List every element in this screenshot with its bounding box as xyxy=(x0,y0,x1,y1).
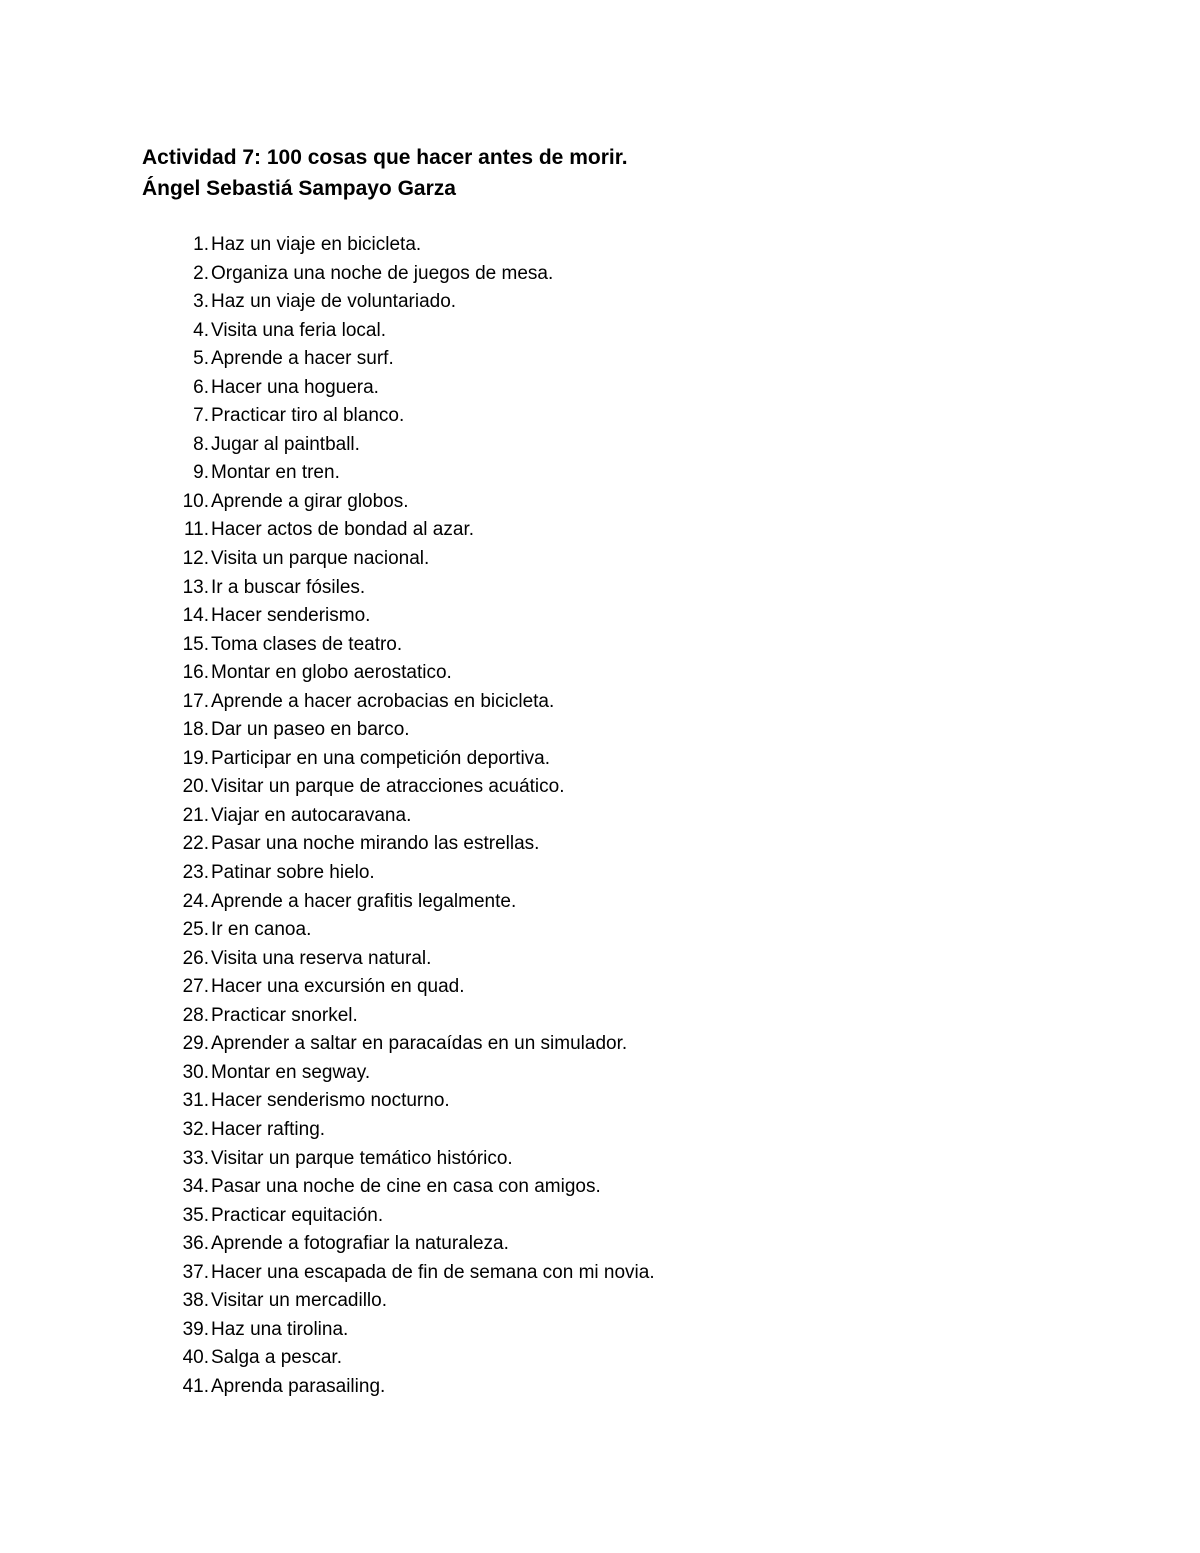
list-item-number: 20. xyxy=(182,776,209,798)
list-item-text: Visita una reserva natural. xyxy=(211,947,432,969)
list-item xyxy=(142,1173,655,1202)
list-item-text: Hacer senderismo. xyxy=(211,605,371,627)
list-item xyxy=(142,688,655,717)
list-item-number: 6. xyxy=(193,376,209,398)
list-item-text: Visita una feria local. xyxy=(211,319,386,341)
list-item-number: 40. xyxy=(182,1347,209,1369)
list-item xyxy=(142,1287,655,1316)
list-item xyxy=(142,859,655,888)
list-item-number: 9. xyxy=(193,462,209,484)
list-item xyxy=(142,973,655,1002)
list-item-text: Haz una tirolina. xyxy=(211,1318,349,1340)
list-item-number: 36. xyxy=(182,1233,209,1255)
list-item xyxy=(142,459,655,488)
list-item xyxy=(142,802,655,831)
list-item-number: 30. xyxy=(182,1061,209,1083)
list-item-number: 41. xyxy=(182,1375,209,1397)
list-item-number: 37. xyxy=(182,1261,209,1283)
list-item-number: 7. xyxy=(193,405,209,427)
list-item-number: 18. xyxy=(182,719,209,741)
list-item-number: 29. xyxy=(182,1033,209,1055)
list-item xyxy=(142,830,655,859)
list-item-text: Hacer una excursión en quad. xyxy=(211,976,465,998)
list-item-number: 38. xyxy=(182,1290,209,1312)
list-item-text: Visitar un mercadillo. xyxy=(211,1290,388,1312)
list-item-text: Hacer rafting. xyxy=(211,1118,326,1140)
list-item-text: Patinar sobre hielo. xyxy=(211,862,375,884)
list-item-text: Montar en globo aerostatico. xyxy=(211,662,452,684)
list-item-number: 14. xyxy=(182,605,209,627)
list-item-text: Visitar un parque temático histórico. xyxy=(211,1147,513,1169)
list-item-text: Aprenda parasailing. xyxy=(211,1375,386,1397)
list-item-number: 11. xyxy=(183,519,209,541)
list-item xyxy=(142,1002,655,1031)
list-item xyxy=(142,631,655,660)
list-item-number: 12. xyxy=(182,548,209,570)
list-item xyxy=(142,773,655,802)
list-item-number: 17. xyxy=(182,690,209,712)
document-author: Ángel Sebastiá Sampayo Garza xyxy=(142,177,456,200)
list-item-text: Visita un parque nacional. xyxy=(211,548,430,570)
list-item-number: 21. xyxy=(182,804,209,826)
list-item xyxy=(142,317,655,346)
list-item-number: 5. xyxy=(193,348,209,370)
list-item xyxy=(142,545,655,574)
list-item-text: Hacer una escapada de fin de semana con mi novia. xyxy=(211,1261,655,1283)
list-item xyxy=(142,516,655,545)
list-item xyxy=(142,260,655,289)
list-item xyxy=(142,288,655,317)
list-item-text: Jugar al paintball. xyxy=(211,433,360,455)
list-item-text: Dar un paseo en barco. xyxy=(211,719,410,741)
list-item-number: 39. xyxy=(182,1318,209,1340)
list-item-text: Aprende a fotografiar la naturaleza. xyxy=(211,1233,509,1255)
list-item-text: Aprende a hacer acrobacias en bicicleta. xyxy=(211,690,555,712)
list-item-text: Visitar un parque de atracciones acuático. xyxy=(211,776,565,798)
document-title: Actividad 7: 100 cosas que hacer antes de morir. xyxy=(142,146,628,169)
list-item xyxy=(142,659,655,688)
list-item-number: 33. xyxy=(182,1147,209,1169)
list-item xyxy=(142,1230,655,1259)
list-item-text: Aprende a hacer grafitis legalmente. xyxy=(211,890,517,912)
list-item xyxy=(142,602,655,631)
list-item xyxy=(142,1259,655,1288)
list-item-number: 15. xyxy=(182,633,209,655)
list-item-number: 28. xyxy=(182,1004,209,1026)
list-item xyxy=(142,574,655,603)
list-item-text: Aprende a girar globos. xyxy=(211,490,409,512)
list-item xyxy=(142,1116,655,1145)
list-item xyxy=(142,1373,655,1402)
list-item-number: 3. xyxy=(193,291,209,313)
list-item xyxy=(142,1316,655,1345)
list-item-text: Salga a pescar. xyxy=(211,1347,342,1369)
list-item-number: 8. xyxy=(193,433,209,455)
list-item-number: 34. xyxy=(182,1176,209,1198)
list-item-number: 13. xyxy=(182,576,209,598)
list-item-text: Aprender a saltar en paracaídas en un simulador. xyxy=(211,1033,628,1055)
list-item-number: 16. xyxy=(182,662,209,684)
list-item-text: Pasar una noche mirando las estrellas. xyxy=(211,833,540,855)
list-item-text: Hacer una hoguera. xyxy=(211,376,379,398)
list-item-text: Pasar una noche de cine en casa con amigos. xyxy=(211,1176,601,1198)
list-item-number: 23. xyxy=(182,862,209,884)
list-item-text: Hacer actos de bondad al azar. xyxy=(211,519,475,541)
list-item xyxy=(142,1087,655,1116)
list-item-text: Hacer senderismo nocturno. xyxy=(211,1090,450,1112)
list-item xyxy=(142,916,655,945)
list-item-number: 24. xyxy=(182,890,209,912)
list-item-text: Ir en canoa. xyxy=(211,919,312,941)
list-item-number: 1. xyxy=(193,234,209,255)
list-item xyxy=(142,716,655,745)
list-item-number: 27. xyxy=(182,976,209,998)
list-item xyxy=(142,431,655,460)
list-item xyxy=(142,402,655,431)
list-item-text: Organiza una noche de juegos de mesa. xyxy=(211,262,554,284)
list-item xyxy=(142,1059,655,1088)
list-item-number: 26. xyxy=(182,947,209,969)
list-item-number: 19. xyxy=(182,747,209,769)
list-item-text: Practicar snorkel. xyxy=(211,1004,358,1026)
list-item xyxy=(142,1145,655,1174)
list-item xyxy=(142,888,655,917)
list-item-number: 4. xyxy=(193,319,209,341)
activity-list xyxy=(142,231,655,1401)
list-item-number: 32. xyxy=(182,1118,209,1140)
list-item xyxy=(142,488,655,517)
list-item-number: 35. xyxy=(182,1204,209,1226)
list-item xyxy=(142,1202,655,1231)
list-item-text: Practicar tiro al blanco. xyxy=(211,405,405,427)
list-item-number: 25. xyxy=(182,919,209,941)
list-item-text: Participar en una competición deportiva. xyxy=(211,747,551,769)
list-item xyxy=(142,1030,655,1059)
list-item-number: 22. xyxy=(182,833,209,855)
list-item-text: Haz un viaje en bicicleta. xyxy=(211,234,422,255)
list-item-number: 31. xyxy=(182,1090,209,1112)
list-item-text: Aprende a hacer surf. xyxy=(211,348,394,370)
list-item-text: Montar en tren. xyxy=(211,462,340,484)
list-item xyxy=(142,945,655,974)
list-item-text: Practicar equitación. xyxy=(211,1204,384,1226)
list-item xyxy=(142,231,655,260)
list-item xyxy=(142,745,655,774)
list-item-text: Ir a buscar fósiles. xyxy=(211,576,366,598)
list-item-number: 2. xyxy=(193,262,209,284)
list-item-text: Viajar en autocaravana. xyxy=(211,804,412,826)
list-item xyxy=(142,1344,655,1373)
list-item xyxy=(142,374,655,403)
list-item-number: 10. xyxy=(182,490,209,512)
document-heading xyxy=(142,142,628,204)
list-item xyxy=(142,345,655,374)
list-item-text: Haz un viaje de voluntariado. xyxy=(211,291,457,313)
list-item-text: Montar en segway. xyxy=(211,1061,371,1083)
list-item-text: Toma clases de teatro. xyxy=(211,633,403,655)
